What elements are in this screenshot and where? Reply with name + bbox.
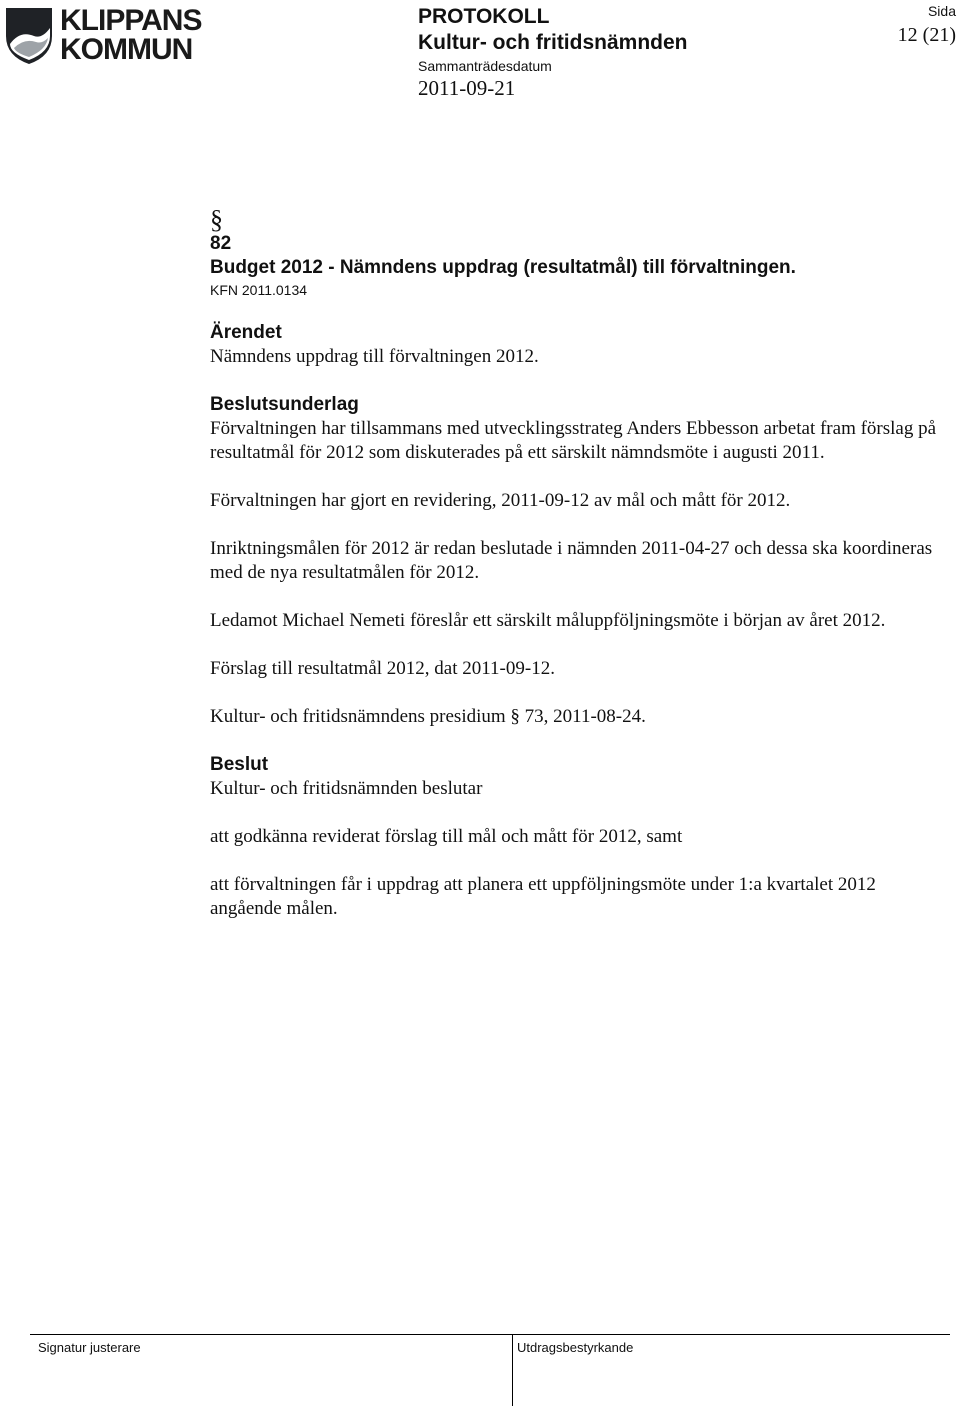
beslut-intro: Kultur- och fritidsnämnden beslutar [210,778,483,799]
beslutsunderlag-paragraph: Ledamot Michael Nemeti föreslår ett särskilt måluppföljningsmöte i början av året 2012. [210,610,886,631]
logo-line-1: KLIPPANS [60,4,202,37]
logo-line-2: KOMMUN [60,33,193,66]
logo-wordmark [60,6,201,64]
page-info [898,2,956,48]
beslut-heading: Beslut [210,754,269,775]
arendet-heading: Ärendet [210,322,282,343]
beslut-item: att godkänna reviderat förslag till mål och mått för 2012, samt [210,826,683,847]
section-number: 82 [210,233,232,254]
beslutsunderlag-paragraph: Förslag till resultatmål 2012, dat 2011-09-12. [210,658,555,679]
page-label: Sida [927,3,956,19]
document-type: PROTOKOLL [418,5,550,28]
beslutsunderlag-paragraph: Kultur- och fritidsnämndens presidium § 73, 2011-08-24. [210,706,646,727]
committee-name: Kultur- och fritidsnämnden [418,31,688,54]
page-number: 12 (21) [897,24,956,46]
arendet-text: Nämndens uppdrag till förvaltningen 2012. [210,346,539,367]
beslutsunderlag-heading: Beslutsunderlag [210,394,359,415]
section-title: Budget 2012 - Nämndens uppdrag (resultatmål) till förvaltningen. [210,257,796,278]
signature-label: Signatur justerare [38,1340,141,1355]
footer-divider [30,1334,950,1335]
protocol-content [210,205,940,921]
section-symbol: § [210,205,223,234]
case-reference: KFN 2011.0134 [210,282,308,298]
beslutsunderlag-paragraph: Förvaltningen har tillsammans med utvecklingsstrateg Anders Ebbesson arbetat fram förslag på resultatmål för 2012 som diskuterades på ett särskilt nämndsmöte i augusti 2011. [210,418,937,463]
footer-column-divider [512,1334,513,1406]
meeting-date: 2011-09-21 [418,76,516,100]
beslutsunderlag-paragraph: Inriktningsmålen för 2012 är redan beslutade i nämnden 2011-04-27 och dessa ska koordineras med de nya resultatmålen för 2012. [210,538,933,583]
document-header [418,4,688,101]
beslut-item: att förvaltningen får i uppdrag att planera ett uppföljningsmöte under 1:a kvartalet 2012 angående målen. [210,874,876,919]
meeting-date-label: Sammanträdesdatum [418,58,552,74]
beslutsunderlag-paragraph: Förvaltningen har gjort en revidering, 2011-09-12 av mål och mått för 2012. [210,490,791,511]
certification-label: Utdragsbestyrkande [517,1340,634,1355]
coat-of-arms-icon [4,6,54,66]
municipality-logo [4,6,216,66]
